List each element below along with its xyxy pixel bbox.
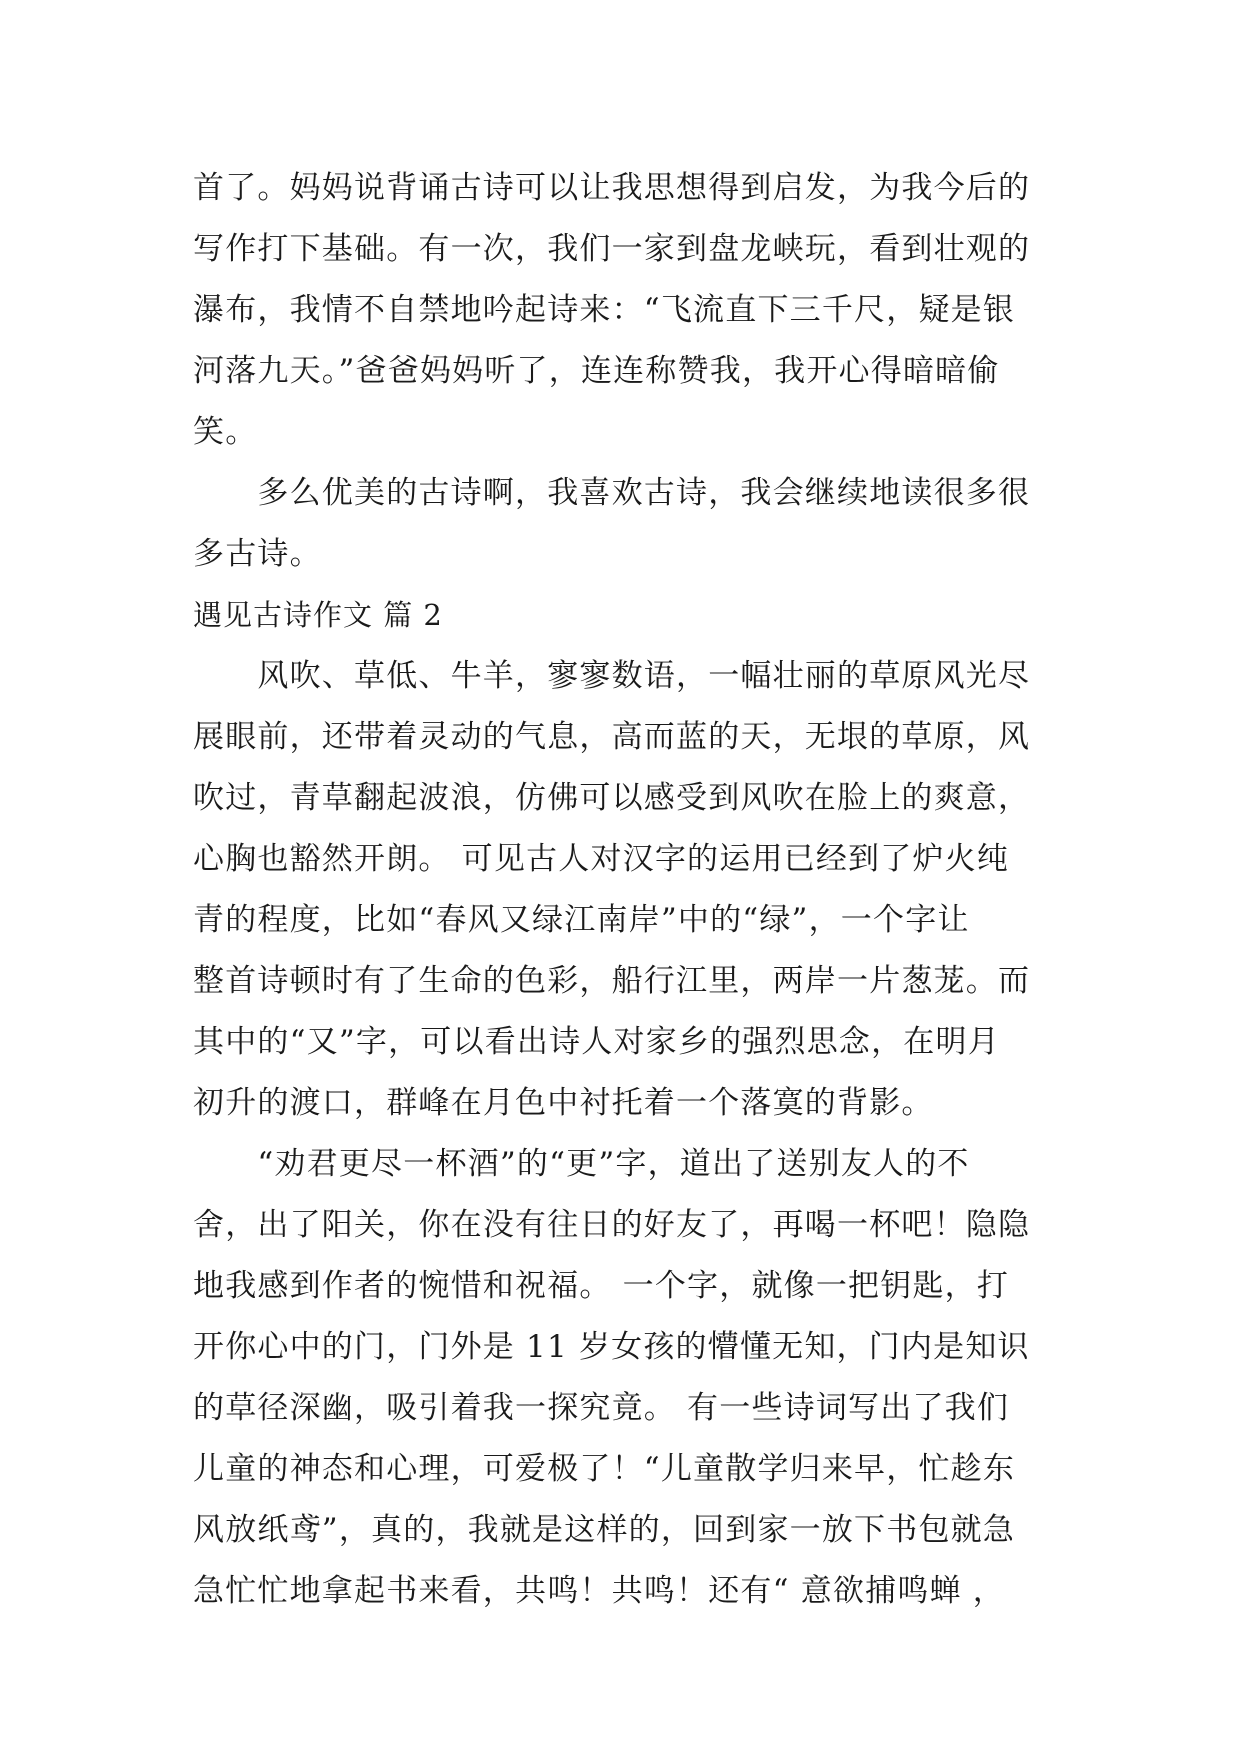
text-line: 心胸也豁然开朗。 可见古人对汉字的运用已经到了炉火纯 (193, 841, 1010, 877)
text-line: 展眼前，还带着灵动的气息，高而蓝的天，无垠的草原，风 (193, 719, 1031, 755)
text-line: 河落九天。”爸爸妈妈听了，连连称赞我，我开心得暗暗偷 (193, 353, 1000, 389)
text-line: 风吹、草低、牛羊，寥寥数语，一幅壮丽的草原风光尽 (193, 658, 1031, 694)
text-line: 儿童的神态和心理，可爱极了！“儿童散学归来早，忙趁东 (193, 1451, 1016, 1487)
essay-text (193, 158, 1063, 1622)
text-line: 其中的“又”字，可以看出诗人对家乡的强烈思念，在明月 (193, 1024, 1000, 1060)
text-line: 舍，出了阳关，你在没有往日的好友了，再喝一杯吧！隐隐 (193, 1207, 1031, 1243)
text-line: 初升的渡口，群峰在月色中衬托着一个落寞的背影。 (193, 1085, 934, 1121)
text-line: 整首诗顿时有了生命的色彩，船行江里，两岸一片葱茏。而 (193, 963, 1031, 999)
text-line: 吹过，青草翻起波浪，仿佛可以感受到风吹在脸上的爽意， (193, 780, 1031, 816)
text-line: 风放纸鸢”，真的，我就是这样的，回到家一放下书包就急 (193, 1512, 1016, 1548)
text-line: 瀑布，我情不自禁地吟起诗来：“飞流直下三千尺，疑是银 (193, 292, 1016, 328)
text-line: 多么优美的古诗啊，我喜欢古诗，我会继续地读很多很 (193, 475, 1031, 511)
text-line: 多古诗。 (193, 536, 322, 572)
text-line: 开你心中的门，门外是 11 岁女孩的懵懂无知，门内是知识 (193, 1329, 1030, 1365)
text-line: 的草径深幽，吸引着我一探究竟。 有一些诗词写出了我们 (193, 1390, 1010, 1426)
text-line: 地我感到作者的惋惜和祝福。 一个字，就像一把钥匙，打 (193, 1268, 1010, 1304)
text-line: “劝君更尽一杯酒”的“更”字，道出了送别友人的不 (193, 1146, 970, 1182)
text-line: 急忙忙地拿起书来看，共鸣！共鸣！还有“ 意欲捕鸣蝉 ， (193, 1573, 1005, 1609)
text-line: 写作打下基础。有一次，我们一家到盘龙峡玩，看到壮观的 (193, 231, 1031, 267)
text-line: 青的程度，比如“春风又绿江南岸”中的“绿”，一个字让 (193, 902, 970, 938)
text-line: 首了。妈妈说背诵古诗可以让我思想得到启发，为我今后的 (193, 170, 1031, 206)
section-heading: 遇见古诗作文 篇 2 (193, 598, 443, 632)
text-line: 笑。 (193, 414, 258, 450)
